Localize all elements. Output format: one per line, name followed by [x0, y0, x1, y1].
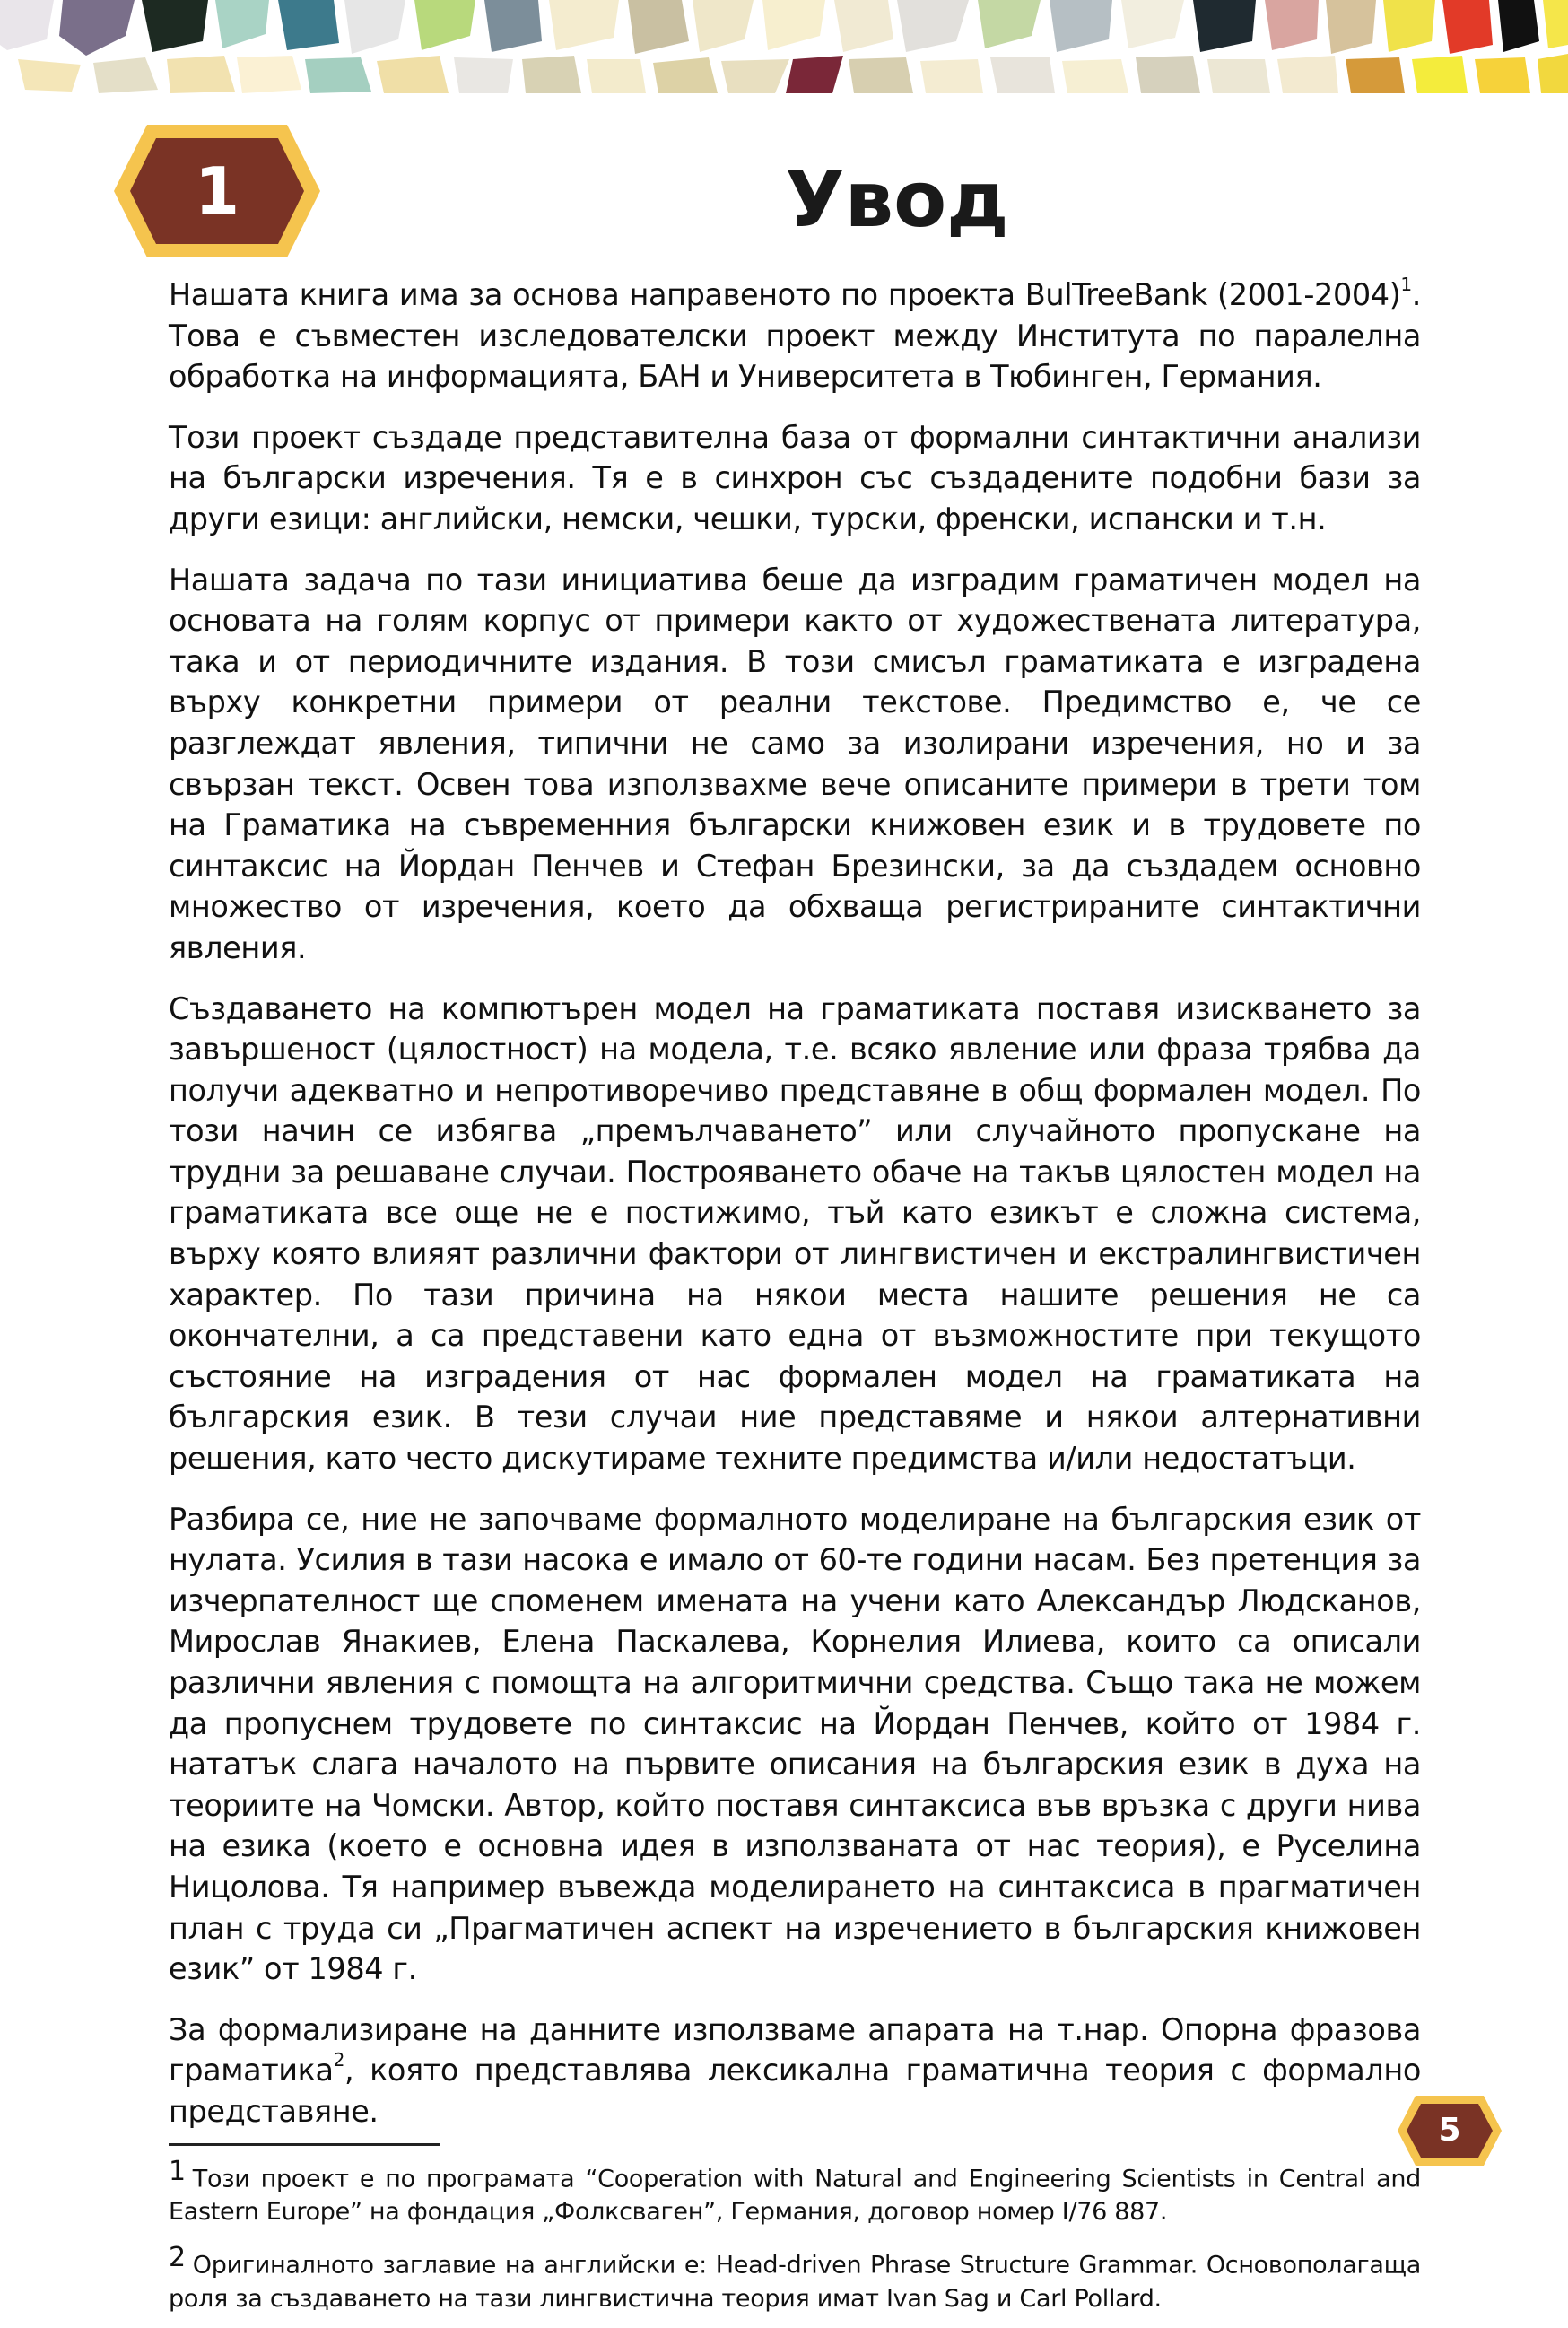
footnote-reference: 2: [333, 2049, 345, 2071]
footnote-reference: 1: [1400, 273, 1412, 295]
paragraph: Създаването на компютърен модел на граматиката поставя изискването за завършеност (цялостност) на модела, т.е. всяко явление или фраза трябва да получи адекватно и непротиворечиво представяне в общ формален модел. По този начин се избягва „премълчаването” или случайното пропускане на трудни за решаване случаи. Построяването обаче на такъв цялостен модел на граматиката все още не е постижимо, тъй като езикът е сложна система, върху която влияят различни фактори от лингвистичен и екстралингвистичен характер. По тази причина на някои места нашите решения не са окончателни, а са представени като една от възможностите при текущото състояние на изградения от нас формален модел на граматиката на българския език. В тези случаи ние представяме и някои алтернативни решения, като често дискутираме техните предимства и/или недостатъци.: [169, 990, 1421, 1477]
footnote: [169, 2155, 1421, 2229]
footnote-separator: [169, 2143, 440, 2146]
paragraph: Нашата задача по тази инициатива беше да изградим граматичен модел на основата на голям корпус от примери както от художествената литература, така и от периодичните издания. В този смисъл граматиката е изградена върху конкретни примери от реални текстове. Предимство е, че се разглеждат явления, типични не само за изолирани изречения, но и за свързан текст. Освен това използвахме вече описаните примери в трети том на Граматика на съвременния български книжовен език и в трудовете по синтаксис на Йордан Пенчев и Стефан Брезински, за да създадем основно множество от изречения, което да обхваща регистрираните синтактични явления.: [169, 562, 1421, 965]
paragraph: Нашата книга има за основа направеното по проекта BulTreeBank (2001-2004)$^1$. Това е съвместен изследователски проект между Института по паралелна обработка на информацията, БАН и Университета в Тюбинген, Германия.: [169, 273, 1421, 395]
body-text: [169, 275, 1421, 2328]
paragraph: Този проект създаде представителна база от формални синтактични анализи на български изречения. Тя е в синхрон със създадените подобни бази за други езици: английски, немски, чешки, турски, френски, испански и т.н.: [169, 419, 1421, 536]
page-number: 5: [1438, 2112, 1461, 2149]
footnote-mark: 1: [169, 2155, 186, 2187]
chapter-number-badge: [111, 122, 323, 260]
footnote-mark: 2: [169, 2242, 186, 2274]
page-number-badge: [1396, 2094, 1503, 2167]
paragraph: За формализиране на данните използваме апарата на т.нар. Опорна фразова граматика$^2$, която представлява лексикална граматична теория с формално представяне.: [169, 2011, 1421, 2129]
footnote-text: Оригиналното заглавие на английски е: Head-driven Phrase Structure Grammar. Основополагаща роля за създаването на тази лингвистична теория имат Ivan Sag и Carl Pollard.: [169, 2251, 1421, 2313]
chapter-number: 1: [194, 153, 240, 229]
footnote-text: Този проект е по програмата “Cooperation with Natural and Engineering Scientists in Central and Eastern Europe” на фондация „Фолксваген”, Германия, договор номер I/76 887.: [169, 2165, 1421, 2227]
paragraph: Разбира се, ние не започваме формалното моделиране на българския език от нулата. Усилия в тази насока е имало от 60-те години насам. Без претенция за изчерпателност ще споменем имената на учени като Александър Людсканов, Мирослав Янакиев, Елена Паскалева, Корнелия Илиева, които са описали различни явления с помощта на алгоритмични средства. Също така не можем да пропуснем трудовете по синтаксис на Йордан Пенчев, който от 1984 г. нататък слага началото на първите описания на българския език в духа на теориите на Чомски. Автор, който поставя синтаксиса във връзка с други нива на езика (което е основна идея в използваната от нас теория), е Руселина Ницолова. Тя например въвежда моделирането на синтаксиса в прагматичен план с труда си „Прагматичен аспект на изречението в българския книжовен език” от 1984 г.: [169, 1501, 1421, 1987]
page-title: Увод: [785, 155, 1009, 245]
footnote: [169, 2241, 1421, 2315]
mosaic-header-decoration: [0, 0, 1568, 97]
